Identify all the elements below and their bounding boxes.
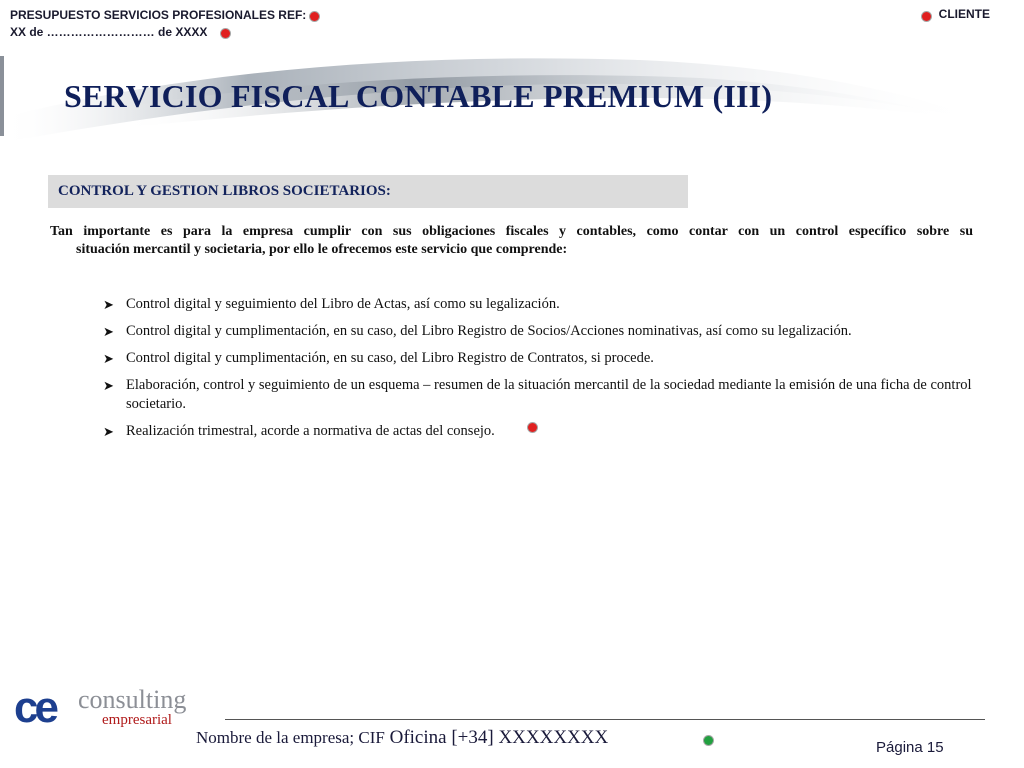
header-client-label: CLIENTE (938, 7, 990, 21)
logo-word-consulting: consulting (78, 685, 187, 714)
footer-company: Nombre de la empresa; CIF (196, 728, 385, 747)
service-bullet-list (103, 295, 975, 449)
comment-marker-icon[interactable] (922, 12, 931, 21)
list-item (103, 376, 975, 414)
comment-marker-icon[interactable] (221, 29, 230, 38)
footer-phone: [+34] XXXXXXXX (451, 727, 609, 748)
company-logo (14, 684, 214, 730)
comment-marker-icon[interactable] (528, 423, 537, 432)
comment-marker-icon[interactable] (310, 12, 319, 21)
arrow-bullet-icon: ➤ (103, 351, 114, 366)
header-date-line: XX de ……………………… de XXXX (10, 25, 208, 39)
arrow-bullet-icon: ➤ (103, 424, 114, 439)
list-item (103, 295, 975, 314)
footer-divider (225, 719, 985, 720)
list-item-text: Control digital y cumplimentación, en su caso, del Libro Registro de Socios/Acciones nominativas, así como su legalización. (126, 323, 852, 339)
header-ref-label: PRESUPUESTO SERVICIOS PROFESIONALES REF: (10, 8, 307, 22)
list-item-text: Elaboración, control y seguimiento de un esquema – resumen de la situación mercantil de la sociedad mediante la emisión de una ficha de control societario. (126, 377, 972, 412)
list-item-text: Control digital y seguimiento del Libro de Actas, así como su legalización. (126, 296, 560, 312)
footer-office: Oficina (389, 727, 447, 748)
list-item (103, 349, 975, 368)
page-number: Página 15 (876, 739, 944, 756)
list-item (103, 322, 975, 341)
comment-marker-icon[interactable] (704, 736, 713, 745)
arrow-bullet-icon: ➤ (103, 378, 114, 393)
list-item-text: Control digital y cumplimentación, en su caso, del Libro Registro de Contratos, si procede. (126, 350, 654, 366)
section-heading: CONTROL Y GESTION LIBROS SOCIETARIOS: (58, 183, 391, 199)
list-item (103, 422, 975, 441)
header-left (10, 7, 306, 41)
arrow-bullet-icon: ➤ (103, 324, 114, 339)
logo-word-empresarial: empresarial (102, 712, 172, 728)
footer-contact (196, 727, 608, 749)
list-item-text: Realización trimestral, acorde a normativa de actas del consejo. (126, 423, 495, 439)
arrow-bullet-icon: ➤ (103, 297, 114, 312)
intro-line-2: situación mercantil y societaria, por ello le ofrecemos este servicio que comprende: (76, 242, 568, 257)
intro-line-1: Tan importante es para la empresa cumplir con sus obligaciones fiscales y contables, como contar con un control específico sobre su (50, 224, 973, 239)
intro-paragraph (50, 223, 973, 259)
page-title: SERVICIO FISCAL CONTABLE PREMIUM (III) (64, 78, 773, 114)
logo-mark: ce (14, 684, 55, 730)
section-heading-bar (48, 175, 688, 208)
